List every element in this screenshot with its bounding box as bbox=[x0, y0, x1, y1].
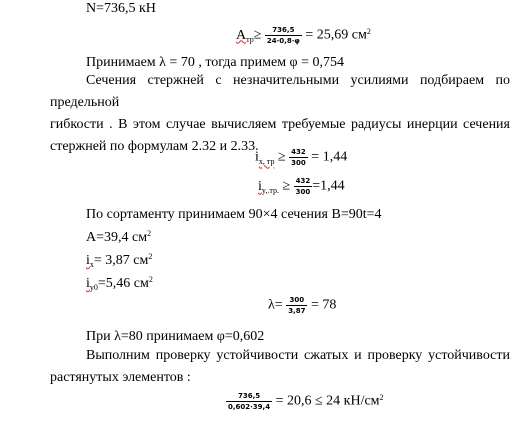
para1-line1: Сечения стержней с незначительными усилиями подбираем по предельной bbox=[50, 73, 510, 110]
area-value-line: A=39,4 $см^2$ bbox=[86, 229, 152, 245]
ix-value-line: $i_x= 3,87$ $см^2$ bbox=[86, 252, 153, 269]
sortament-line: По сортаменту принимаем 90×4 сечения B=90t=4 bbox=[86, 207, 382, 222]
para1-line2: гибкости . В этом случае вычисляем требуемые радиусы инерции сечения bbox=[50, 117, 510, 132]
paragraph-slenderness bbox=[50, 70, 510, 158]
iy-value-line: $i_{y0}=5,46$ $см^2$ bbox=[86, 275, 153, 292]
area-fraction: $\frac{736,5}{24\cdot 0,8\cdot\varphi}$ bbox=[266, 26, 300, 45]
required-area-formula: $A_{тр}\ge$ $\frac{736,5}{24\cdot 0,8\cdot\varphi}$ = 25,69 $см^2$ bbox=[236, 26, 371, 45]
radius-x-fraction: $\frac{432}{300}$ bbox=[291, 148, 306, 167]
para1-line3: стержней по формулам 2.32 и 2.33. bbox=[50, 139, 259, 154]
lambda-assumption: Принимаем λ = 70 , тогда примем φ = 0,754 bbox=[86, 55, 345, 70]
stability-check-formula: $\frac{736,5}{0,602\cdot 39,4}$ = 20,6 ≤ 24 $кН/см^2$ bbox=[228, 392, 384, 411]
slenderness-fraction: $\frac{300}{3,87}$ bbox=[288, 296, 306, 315]
radius-x-formula: $i_{x, тр}$ ≥ $\frac{432}{300}$ = 1,44 bbox=[255, 148, 348, 167]
paragraph-check bbox=[50, 345, 510, 389]
para2-line1: Выполним проверку устойчивости сжатых и проверку устойчивости bbox=[86, 348, 510, 363]
axial-force-line: N=736,5 кН bbox=[86, 1, 156, 16]
slenderness-formula: λ= $\frac{300}{3,87}$ = 78 bbox=[268, 296, 337, 315]
area-result: = 25,69 см bbox=[305, 27, 367, 43]
radius-y-formula: $i_{y, тр.}$ ≥ $\frac{432}{300}$ =1,44 bbox=[258, 177, 345, 196]
radius-y-fraction: $\frac{432}{300}$ bbox=[295, 177, 311, 196]
para2-line2: растянутых элементов : bbox=[50, 370, 191, 385]
area-symbol: $A_{тр}$ bbox=[236, 27, 254, 44]
lambda-80-line: При λ=80 принимаем φ=0,602 bbox=[86, 329, 265, 344]
ge-sign: ≥ bbox=[253, 27, 262, 43]
check-fraction: $\frac{736,5}{0,602\cdot 39,4}$ bbox=[228, 392, 271, 411]
